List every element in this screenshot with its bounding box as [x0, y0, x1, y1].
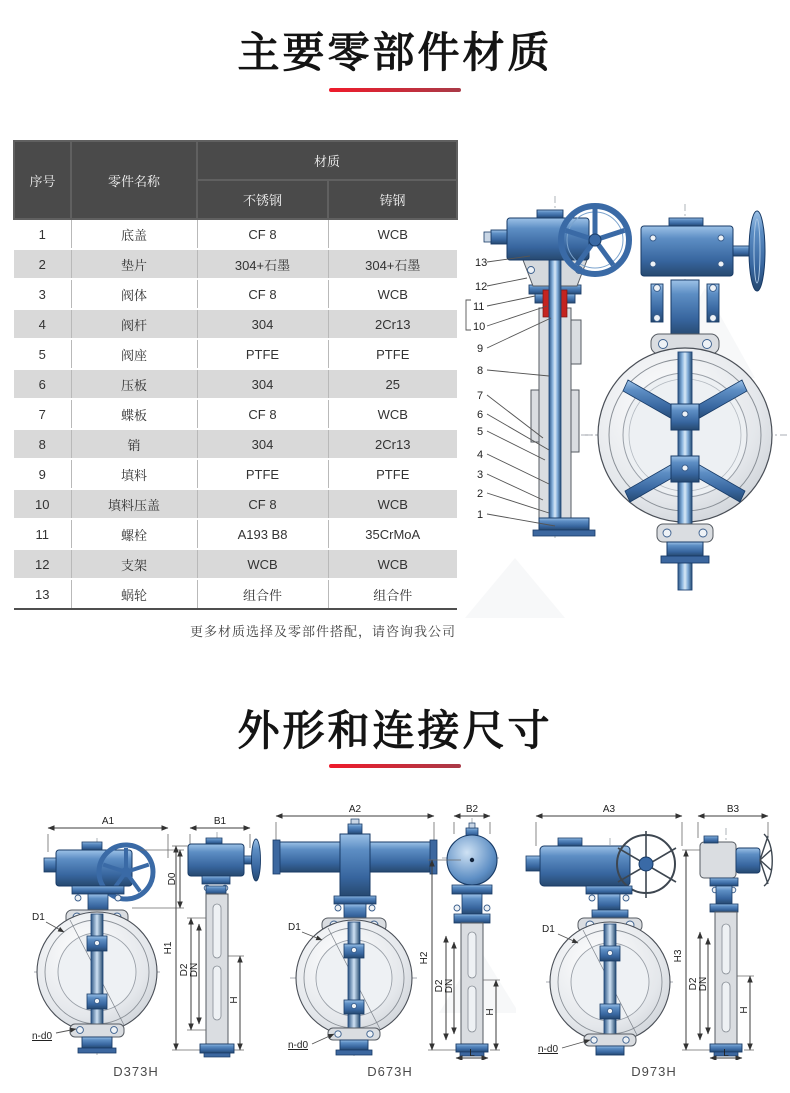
dim-d0: D0: [167, 872, 178, 886]
valve-section-diagram: [455, 138, 790, 630]
dim-h: H: [485, 1008, 496, 1016]
table-row: [14, 459, 457, 489]
cell-ss: CF 8: [197, 279, 328, 309]
cell-part: 阀杆: [71, 309, 197, 339]
dim-h: H: [229, 996, 240, 1004]
cell-cs: WCB: [328, 279, 457, 309]
cell-no: 12: [14, 549, 71, 579]
dim-dn: DN: [698, 976, 709, 992]
dim-h3: H3: [673, 949, 684, 963]
cell-ss: PTFE: [197, 459, 328, 489]
cell-ss: 组合件: [197, 579, 328, 609]
handwheel-profile-icon: [749, 211, 765, 291]
callout-1: 1: [477, 509, 484, 521]
dim-b1: B1: [213, 816, 227, 827]
cell-no: 4: [14, 309, 71, 339]
table-row: [14, 279, 457, 309]
table-row: [14, 519, 457, 549]
valve-cross-section-view: [484, 206, 629, 536]
cell-no: 13: [14, 579, 71, 609]
callout-6: 6: [477, 409, 484, 421]
cell-cs: 2Cr13: [328, 309, 457, 339]
dim-nd0: n-d0: [32, 1031, 53, 1042]
side-view: [163, 816, 261, 1057]
dim-h1: H1: [163, 941, 174, 955]
dim-nd0: n-d0: [288, 1040, 309, 1051]
cell-part: 支架: [71, 549, 197, 579]
cell-no: 6: [14, 369, 71, 399]
cell-part: 蜗轮: [71, 579, 197, 609]
table-row: [14, 369, 457, 399]
callout-5: 5: [477, 426, 484, 438]
table-row: [14, 339, 457, 369]
dim-l: L: [469, 1048, 475, 1059]
cell-cs: 25: [328, 369, 457, 399]
cell-ss: A193 B8: [197, 519, 328, 549]
col-header-material: 材质: [197, 141, 457, 180]
dim-d2: D2: [179, 963, 190, 977]
worm-gearbox: [507, 218, 589, 260]
cell-ss: 304: [197, 369, 328, 399]
drawing-d373h: [10, 798, 262, 1060]
cell-no: 1: [14, 219, 71, 249]
cell-part: 阀座: [71, 339, 197, 369]
cell-ss: CF 8: [197, 219, 328, 249]
cell-no: 7: [14, 399, 71, 429]
handwheel-fan-icon: [760, 834, 772, 886]
cell-part: 底盖: [71, 219, 197, 249]
packing-red: [543, 290, 549, 317]
handwheel-profile-icon: [252, 839, 261, 881]
callout-8: 8: [477, 365, 484, 377]
front-view: [526, 804, 682, 1055]
dim-h2: H2: [419, 951, 430, 965]
cell-part: 螺栓: [71, 519, 197, 549]
table-row: [14, 249, 457, 279]
table-row: [14, 429, 457, 459]
table-row: [14, 549, 457, 579]
cell-part: 压板: [71, 369, 197, 399]
section-title-materials: 主要零部件材质: [237, 29, 553, 76]
dim-d2: D2: [688, 977, 699, 991]
title-underline-accent: [329, 88, 461, 92]
col-header-cast: 铸钢: [328, 180, 457, 219]
dim-dn: DN: [444, 978, 455, 994]
dim-nd0: n-d0: [538, 1044, 559, 1055]
col-header-stainless: 不锈钢: [197, 180, 328, 219]
cell-ss: PTFE: [197, 339, 328, 369]
dim-d2: D2: [434, 979, 445, 993]
title-underline-accent: [329, 764, 461, 768]
callout-12: 12: [475, 281, 488, 293]
cell-ss: 304: [197, 429, 328, 459]
cell-ss: CF 8: [197, 399, 328, 429]
cell-part: 填料压盖: [71, 489, 197, 519]
side-view: [673, 804, 772, 1059]
stem-front: [91, 914, 103, 1031]
cell-no: 2: [14, 249, 71, 279]
dim-a3: A3: [602, 804, 616, 815]
packing-red: [561, 290, 567, 317]
callout-13: 13: [475, 257, 488, 269]
front-view: [273, 804, 437, 1055]
callout-numbers: [473, 257, 487, 521]
cell-no: 9: [14, 459, 71, 489]
col-header-no: 序号: [14, 141, 71, 219]
table-row: [14, 309, 457, 339]
valve-front-view: [598, 211, 772, 590]
callout-2: 2: [477, 488, 484, 500]
cell-cs: 35CrMoA: [328, 519, 457, 549]
table-row: [14, 579, 457, 609]
cell-cs: WCB: [328, 399, 457, 429]
cell-cs: 2Cr13: [328, 429, 457, 459]
cell-ss: 304: [197, 309, 328, 339]
cell-no: 11: [14, 519, 71, 549]
cell-cs: PTFE: [328, 459, 457, 489]
watermark: [465, 558, 565, 618]
cell-cs: WCB: [328, 489, 457, 519]
table-row: [14, 399, 457, 429]
dim-dn: DN: [189, 962, 200, 978]
model-label-d673h: D673H: [367, 1064, 413, 1079]
cell-cs: WCB: [328, 219, 457, 249]
section-title-dimensions: 外形和连接尺寸: [237, 707, 553, 754]
cell-part: 蝶板: [71, 399, 197, 429]
cell-no: 8: [14, 429, 71, 459]
callout-11: 11: [473, 301, 485, 313]
col-header-part: 零件名称: [71, 141, 197, 219]
cell-cs: PTFE: [328, 339, 457, 369]
dim-a1: A1: [101, 816, 115, 827]
cell-part: 填料: [71, 459, 197, 489]
bottom-cover: [539, 518, 589, 530]
cell-ss: 304+石墨: [197, 249, 328, 279]
callout-3: 3: [477, 469, 484, 481]
callout-9: 9: [477, 343, 484, 355]
cell-no: 10: [14, 489, 71, 519]
materials-table: [13, 140, 458, 610]
dim-h: H: [739, 1006, 750, 1014]
worm-gearbox-front: [641, 226, 733, 276]
cell-ss: WCB: [197, 549, 328, 579]
cell-cs: WCB: [328, 549, 457, 579]
front-view: [32, 816, 184, 1053]
cell-no: 3: [14, 279, 71, 309]
table-row: [14, 219, 457, 249]
cell-part: 垫片: [71, 249, 197, 279]
dim-b2: B2: [465, 804, 479, 815]
drawing-d673h: [264, 798, 516, 1060]
callout-10: 10: [473, 321, 486, 333]
materials-table-header: [14, 141, 457, 219]
cell-no: 5: [14, 339, 71, 369]
callout-4: 4: [477, 449, 484, 461]
cell-part: 销: [71, 429, 197, 459]
model-label-d973h: D973H: [631, 1064, 677, 1079]
drawing-d973h: [518, 798, 780, 1060]
callout-7: 7: [477, 390, 484, 402]
cell-ss: CF 8: [197, 489, 328, 519]
cell-cs: 组合件: [328, 579, 457, 609]
cell-cs: 304+石墨: [328, 249, 457, 279]
dim-d1: D1: [542, 924, 555, 935]
motor-unit: [736, 848, 760, 873]
dim-b3: B3: [726, 804, 740, 815]
cell-part: 阀体: [71, 279, 197, 309]
dim-d1: D1: [288, 922, 301, 933]
table-row: [14, 489, 457, 519]
dim-d1: D1: [32, 912, 45, 923]
table-note: 更多材质选择及零部件搭配，请咨询我公司: [189, 624, 456, 639]
model-label-d373h: D373H: [113, 1064, 159, 1079]
dim-a2: A2: [348, 804, 362, 815]
dim-l: L: [723, 1048, 729, 1059]
